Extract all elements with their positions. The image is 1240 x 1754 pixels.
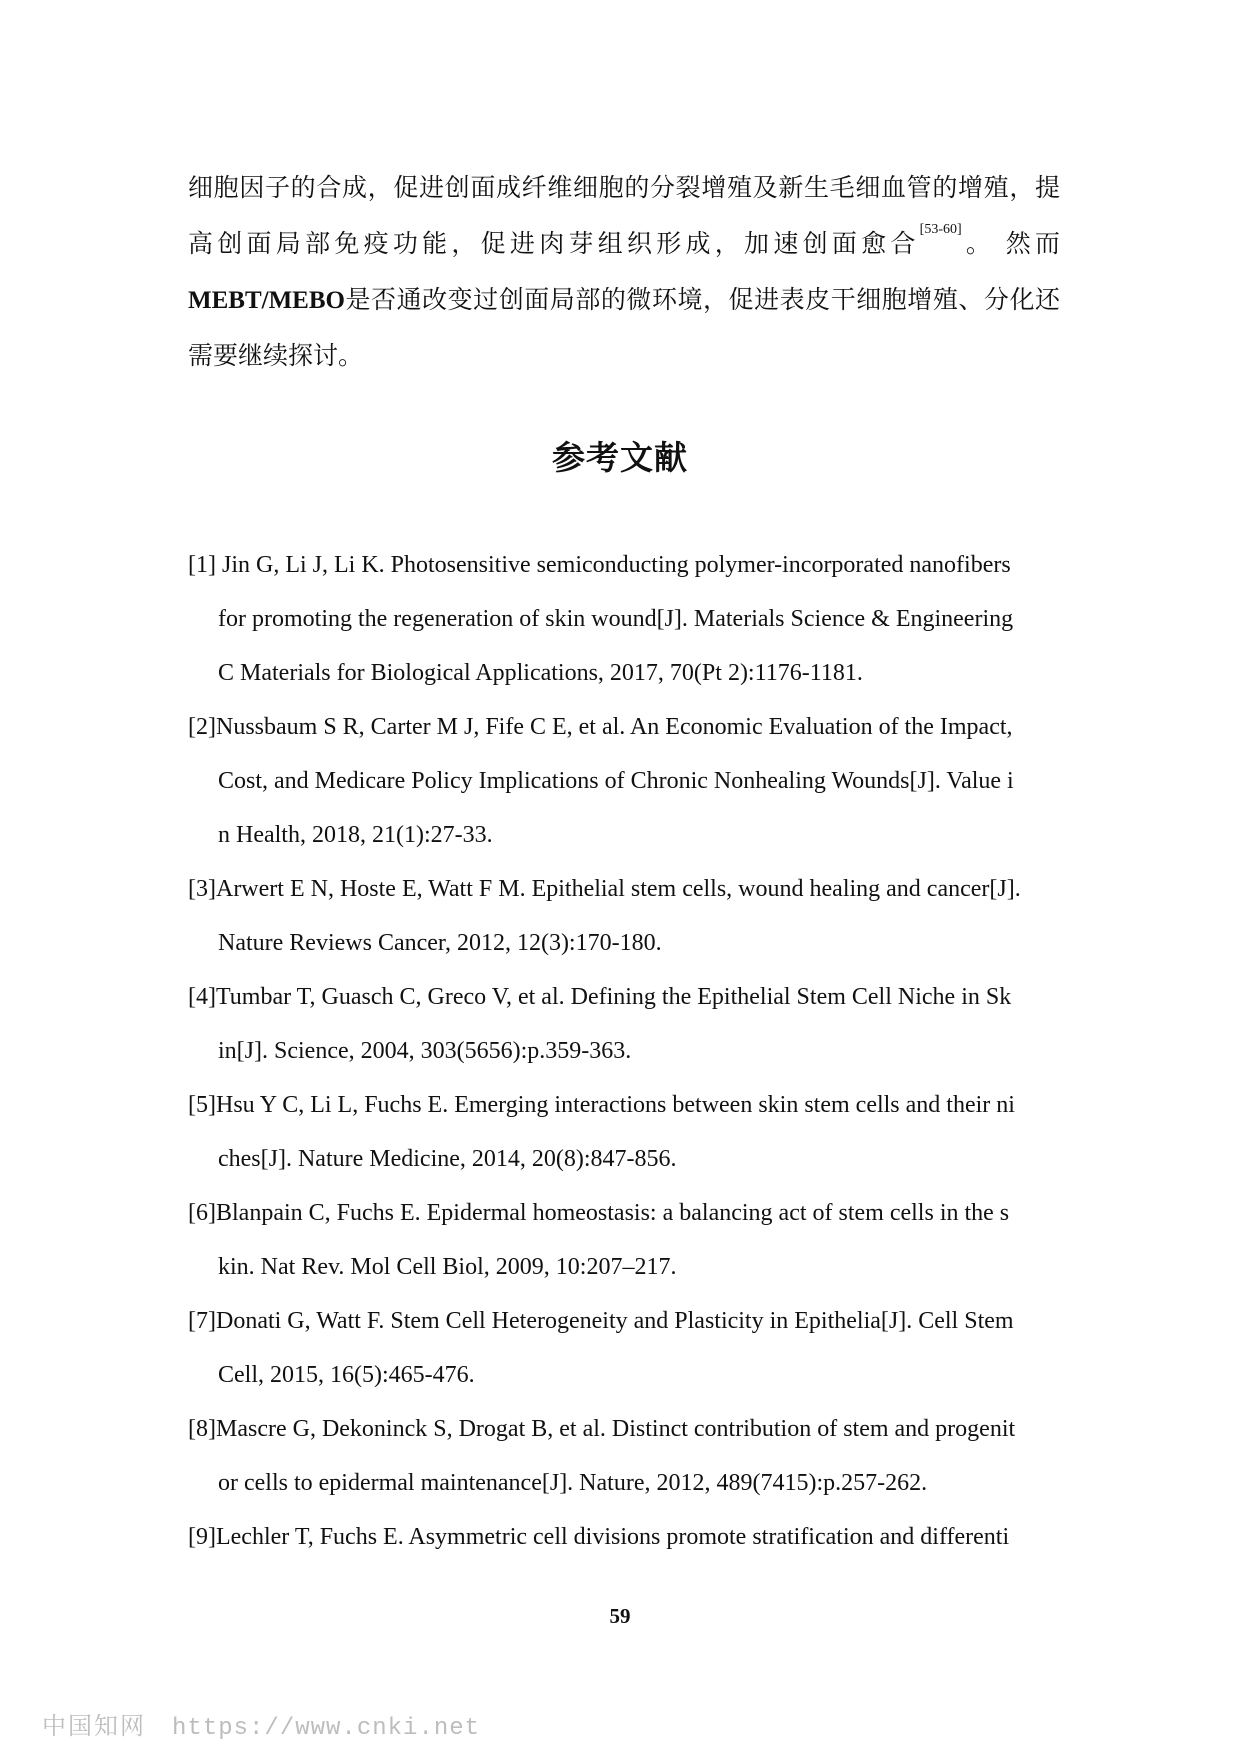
reference-6-line-2: kin. Nat Rev. Mol Cell Biol, 2009, 10:207–217. bbox=[218, 1254, 677, 1280]
reference-5-line-1: [5]Hsu Y C, Li L, Fuchs E. Emerging interactions between skin stem cells and their ni bbox=[188, 1092, 1015, 1118]
body-line-3-abbrev: MEBT/MEBO bbox=[188, 287, 345, 314]
reference-1-line-1: [1] Jin G, Li J, Li K. Photosensitive semiconducting polymer-incorporated nanofibers bbox=[188, 552, 1011, 578]
reference-8-line-1: [8]Mascre G, Dekoninck S, Drogat B, et al. Distinct contribution of stem and progenit bbox=[188, 1416, 1016, 1442]
reference-3-line-2: Nature Reviews Cancer, 2012, 12(3):170-180. bbox=[218, 930, 662, 956]
references-heading: 参考文献 bbox=[552, 441, 688, 477]
reference-2-line-2: Cost, and Medicare Policy Implications of Chronic Nonhealing Wounds[J]. Value i bbox=[218, 768, 1014, 794]
reference-7-line-2: Cell, 2015, 16(5):465-476. bbox=[218, 1362, 475, 1388]
reference-1-line-2: for promoting the regeneration of skin wound[J]. Materials Science & Engineering bbox=[218, 606, 1014, 632]
page-number: 59 bbox=[609, 1604, 631, 1628]
citation-marker[interactable]: [53-60] bbox=[919, 222, 962, 237]
body-line-2-text: 高创面局部免疫功能，促进肉芽组织形成，加速创面愈合 bbox=[188, 231, 920, 258]
reference-3-line-1: [3]Arwert E N, Hoste E, Watt F M. Epithelial stem cells, wound healing and cancer[J]. bbox=[188, 876, 1021, 902]
reference-4-line-2: in[J]. Science, 2004, 303(5656):p.359-363. bbox=[218, 1038, 632, 1064]
reference-4-line-1: [4]Tumbar T, Guasch C, Greco V, et al. Defining the Epithelial Stem Cell Niche in Sk bbox=[188, 984, 1012, 1010]
reference-2-line-3: n Health, 2018, 21(1):27-33. bbox=[218, 822, 493, 848]
body-line-2-tail: 。 然而 bbox=[961, 231, 1060, 258]
body-line-1: 细胞因子的合成，促进创面成纤维细胞的分裂增殖及新生毛细血管的增殖，提 bbox=[188, 175, 1060, 202]
reference-7-line-1: [7]Donati G, Watt F. Stem Cell Heterogeneity and Plasticity in Epithelia[J]. Cell Stem bbox=[188, 1308, 1014, 1334]
reference-2-line-1: [2]Nussbaum S R, Carter M J, Fife C E, et al. An Economic Evaluation of the Impact, bbox=[188, 714, 1013, 740]
cnki-watermark bbox=[42, 1706, 480, 1742]
reference-8-line-2: or cells to epidermal maintenance[J]. Nature, 2012, 489(7415):p.257-262. bbox=[218, 1470, 928, 1496]
reference-6-line-1: [6]Blanpain C, Fuchs E. Epidermal homeostasis: a balancing act of stem cells in the s bbox=[188, 1200, 1010, 1226]
body-line-3 bbox=[188, 280, 1060, 316]
reference-5-line-2: ches[J]. Nature Medicine, 2014, 20(8):847-856. bbox=[218, 1146, 677, 1172]
body-line-4: 需要继续探讨。 bbox=[188, 343, 364, 370]
reference-1-line-3: C Materials for Biological Applications, 2017, 70(Pt 2):1176-1181. bbox=[218, 660, 863, 686]
body-line-3-text: 是否通改变过创面局部的微环境，促进表皮干细胞增殖、分化还 bbox=[344, 287, 1060, 314]
body-line-2 bbox=[188, 224, 1060, 260]
watermark-name: 中国知网 bbox=[42, 1712, 146, 1740]
watermark-url[interactable]: https://www.cnki.net bbox=[172, 1715, 481, 1742]
reference-9-line-1: [9]Lechler T, Fuchs E. Asymmetric cell divisions promote stratification and differenti bbox=[188, 1524, 1010, 1550]
